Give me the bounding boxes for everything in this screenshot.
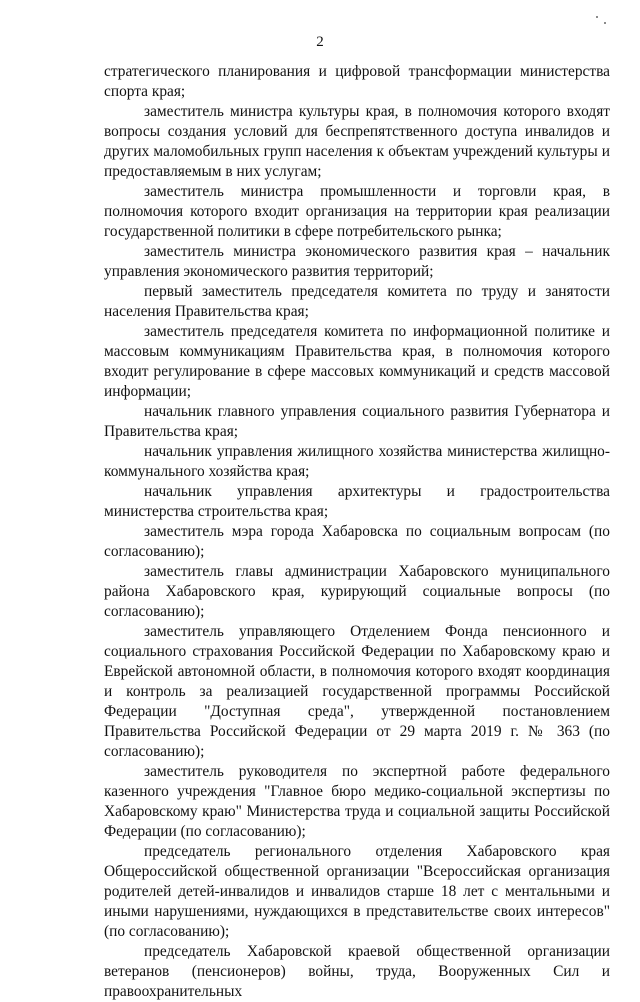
page-number: 2 [316, 34, 324, 50]
scan-speck [604, 22, 606, 24]
paragraph: начальник управления архитектуры и градостроительства министерства строительства края; [104, 483, 610, 520]
paragraph: заместитель мэра города Хабаровска по социальным вопросам (по согласованию); [104, 523, 610, 560]
paragraph: заместитель министра экономического развития края – начальник управления экономического развития территорий; [104, 243, 610, 280]
paragraph: начальник главного управления социального развития Губернатора и Правительства края; [104, 403, 610, 440]
paragraph: заместитель председателя комитета по информационной политике и массовым коммуникациям Правительства края, в полномочия которого входит регулирование в сфере массовых коммуникаций и средств массовой информации; [104, 323, 610, 400]
paragraph: председатель регионального отделения Хабаровского края Общероссийской общественной организации "Всероссийская организация родителей детей-инвалидов и инвалидов старше 18 лет с ментальными и иными нарушениями, нуждающихся в представительстве своих интересов" (по согласованию); [104, 843, 610, 940]
paragraph: заместитель главы администрации Хабаровского муниципального района Хабаровского края, курирующий социальные вопросы (по согласованию); [104, 563, 610, 620]
scan-speck [596, 16, 598, 18]
paragraph: начальник управления жилищного хозяйства министерства жилищно-коммунального хозяйства края; [104, 443, 610, 480]
paragraph: заместитель министра промышленности и торговли края, в полномочия которого входит организация на территории края реализации государственной политики в сфере потребительского рынка; [104, 183, 610, 240]
paragraph: заместитель министра культуры края, в полномочия которого входят вопросы создания условий для беспрепятственного доступа инвалидов и других маломобильных групп населения к объектам учреждений культуры и предоставляемым в них услугам; [104, 103, 610, 180]
paragraph: первый заместитель председателя комитета по труду и занятости населения Правительства края; [104, 283, 610, 320]
paragraph: председатель Хабаровской краевой общественной организации ветеранов (пенсионеров) войны, труда, Вооруженных Сил и правоохранительных [104, 943, 610, 1000]
document-body [104, 62, 610, 1002]
paragraph: заместитель руководителя по экспертной работе федерального казенного учреждения "Главное бюро медико-социальной экспертизы по Хабаровскому краю" Министерства труда и социальной защиты Российской Федерации (по согласованию); [104, 763, 610, 840]
paragraph: стратегического планирования и цифровой трансформации министерства спорта края; [104, 63, 610, 100]
paragraph: заместитель управляющего Отделением Фонда пенсионного и социального страхования Российской Федерации по Хабаровскому краю и Еврейской автономной области, в полномочия которого входят координация и контроль за реализацией государственной программы Российской Федерации "Доступная среда", утвержденной постановлением Правительства Российской Федерации от 29 марта 2019 г. № 363 (по согласованию); [104, 623, 610, 760]
